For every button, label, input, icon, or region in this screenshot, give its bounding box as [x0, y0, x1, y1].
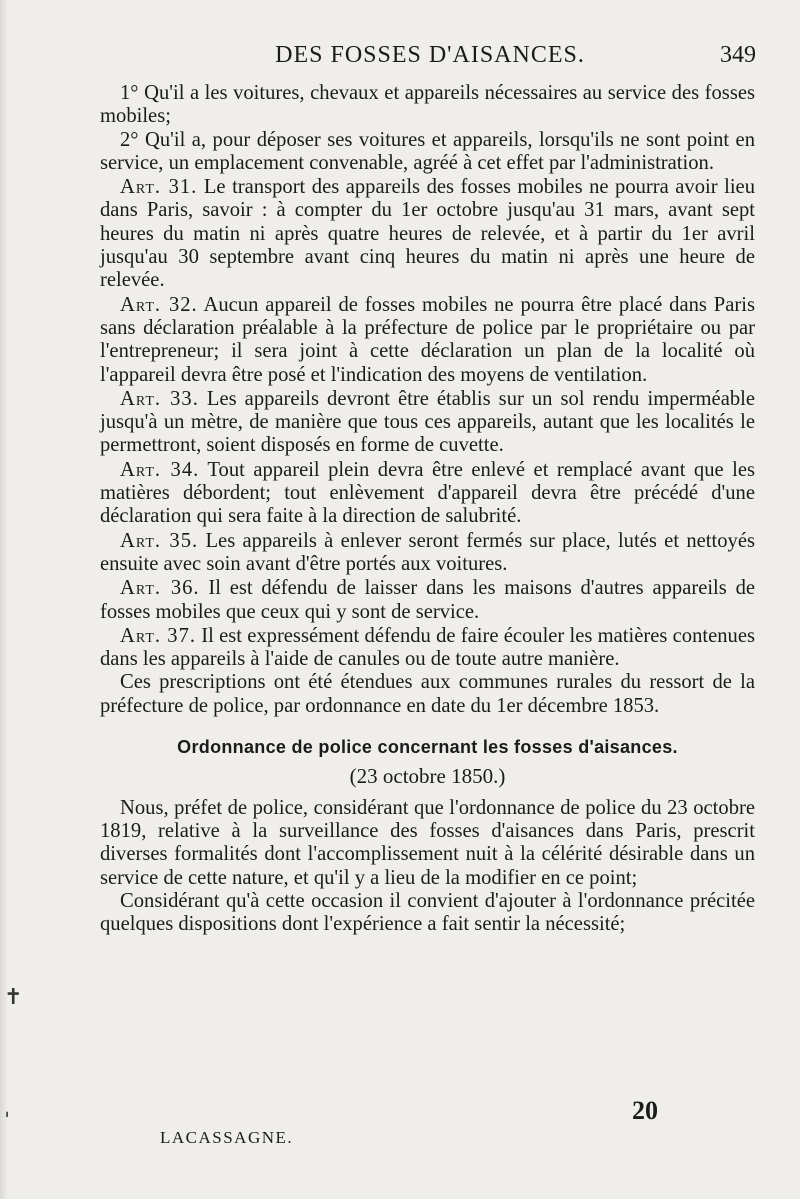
- page-number: 349: [720, 42, 756, 68]
- article-label: Art. 32.: [120, 293, 198, 316]
- paragraph-condition-2: 2° Qu'il a, pour déposer ses voitures et appareils, lorsqu'ils ne sont point en service, un emplacement convenable, agréé à cet effet par l'administration.: [100, 128, 755, 174]
- preamble-paragraph-1: Nous, préfet de police, considérant que l'ordonnance de police du 23 octobre 1819, relative à la surveillance des fosses d'aisances dans Paris, prescrit diverses formalités dont l'accomplissement nuit à la célérité désirable dans un service de cette nature, et qu'il y a lieu de la modifier en ce point;: [100, 796, 755, 889]
- article-34: [100, 459, 755, 529]
- article-text: Le transport des appareils des fosses mobiles ne pourra avoir lieu dans Paris, savoir : à compter du 1er octobre jusqu'au 31 mars, avant sept heures du matin ni après quatre heures de relevée, et à partir du 1er avril jusqu'au 30 septembre avant cinq heures du matin ni après une heure de relevée.: [100, 176, 755, 292]
- article-37: [100, 625, 755, 672]
- article-32: [100, 294, 755, 387]
- sheet-number: 20: [632, 1096, 658, 1125]
- article-33: [100, 388, 755, 458]
- section-date: (23 octobre 1850.): [349, 764, 506, 789]
- article-label: Art. 35.: [120, 529, 199, 552]
- article-label: Art. 31.: [120, 176, 198, 199]
- margin-mark-icon: ✝: [4, 985, 23, 1010]
- paragraph-condition-1: 1° Qu'il a les voitures, chevaux et appareils nécessaires au service des fosses mobiles;: [100, 82, 755, 128]
- article-text: Aucun appareil de fosses mobiles ne pourra être placé dans Paris sans déclaration préalable à la préfecture de police par le propriétaire ou par l'entrepreneur; il sera joint à cette déclaration un plan de la localité où l'appareil devra être posé et l'indication des moyens de ventilation.: [100, 293, 755, 386]
- running-header: [100, 42, 760, 82]
- preamble-paragraph-2: Considérant qu'à cette occasion il convient d'ajouter à l'ordonnance précitée quelques dispositions dont l'expérience a fait sentir la nécessité;: [100, 889, 755, 936]
- article-35: [100, 530, 755, 577]
- printer-signature: LACASSAGNE.: [160, 1128, 294, 1147]
- margin-mark-icon: ˌ: [4, 1095, 11, 1120]
- article-label: Art. 37.: [120, 624, 197, 647]
- page-edge-shadow: [0, 0, 11, 1199]
- article-31: [100, 176, 755, 292]
- article-36: [100, 577, 755, 624]
- section-heading: Ordonnance de police concernant les fosses d'aisances.: [177, 737, 678, 758]
- article-label: Art. 34.: [120, 458, 200, 481]
- page-body: [100, 82, 755, 936]
- article-label: Art. 33.: [120, 387, 199, 410]
- article-text: Tout appareil plein devra être enlevé et remplacé avant que les matières débordent; tout enlèvement d'appareil devra être précédé d'une déclaration qui sera faite à la direction de salubrité.: [100, 458, 755, 528]
- extension-note: Ces prescriptions ont été étendues aux communes rurales du ressort de la préfecture de police, par ordonnance en date du 1er décembre 1853.: [100, 671, 755, 717]
- running-title: DES FOSSES D'AISANCES.: [275, 42, 585, 68]
- article-text: Les appareils à enlever seront fermés sur place, lutés et nettoyés ensuite avec soin avant d'être portés aux voitures.: [100, 529, 755, 575]
- article-text: Les appareils devront être établis sur un sol rendu imperméable jusqu'à un mètre, de manière que tous ces appareils, autant que les localités le permettront, soient disposés en forme de cuvette.: [100, 387, 756, 457]
- article-text: Il est défendu de laisser dans les maisons d'autres appareils de fosses mobiles que ceux qui y sont de service.: [100, 577, 756, 623]
- article-text: Il est expressément défendu de faire écouler les matières contenues dans les appareils à l'aide de canules ou de toute autre manière.: [100, 624, 755, 671]
- article-label: Art. 36.: [120, 577, 200, 600]
